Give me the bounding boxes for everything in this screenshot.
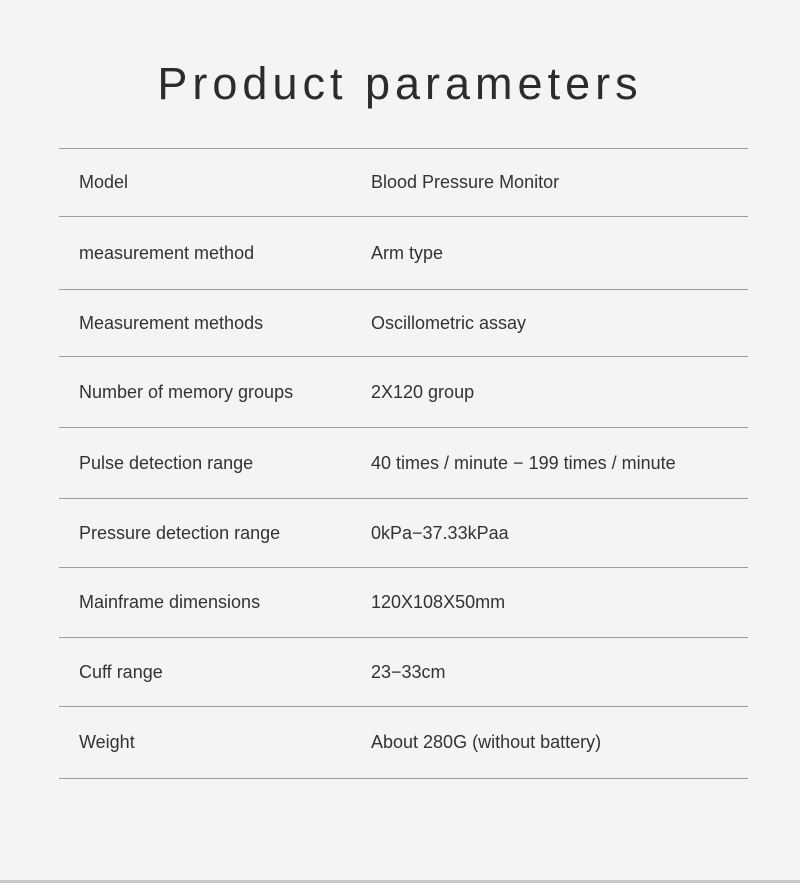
page-title: Product parameters bbox=[157, 58, 643, 109]
row-value: Blood Pressure Monitor bbox=[371, 172, 560, 192]
row-label: Pressure detection range bbox=[79, 522, 281, 543]
table-row bbox=[59, 290, 748, 357]
row-value: 0kPa−37.33kPaa bbox=[371, 522, 509, 543]
row-label: Pulse detection range bbox=[79, 452, 254, 473]
row-value: 40 times / minute − 199 times / minute bbox=[371, 452, 676, 473]
row-label: Weight bbox=[79, 732, 135, 752]
table-row bbox=[59, 149, 748, 217]
table-row bbox=[59, 638, 748, 707]
row-value: 23−33cm bbox=[371, 661, 446, 682]
row-label: measurement method bbox=[79, 242, 255, 263]
parameters-table bbox=[59, 148, 748, 779]
row-label: Cuff range bbox=[79, 661, 163, 682]
table-row bbox=[59, 499, 748, 568]
table-row bbox=[59, 357, 748, 428]
row-value: About 280G (without battery) bbox=[371, 732, 602, 752]
row-label: Number of memory groups bbox=[79, 381, 294, 402]
table-row bbox=[59, 707, 748, 779]
row-label: Mainframe dimensions bbox=[79, 592, 261, 612]
row-value: Arm type bbox=[371, 242, 444, 263]
table-row bbox=[59, 568, 748, 638]
row-value: 2X120 group bbox=[371, 381, 475, 402]
row-label: Model bbox=[79, 172, 129, 192]
table-row bbox=[59, 217, 748, 290]
table-row bbox=[59, 428, 748, 499]
row-value: 120X108X50mm bbox=[371, 592, 506, 612]
row-value: Oscillometric assay bbox=[371, 312, 527, 333]
row-label: Measurement methods bbox=[79, 312, 264, 333]
